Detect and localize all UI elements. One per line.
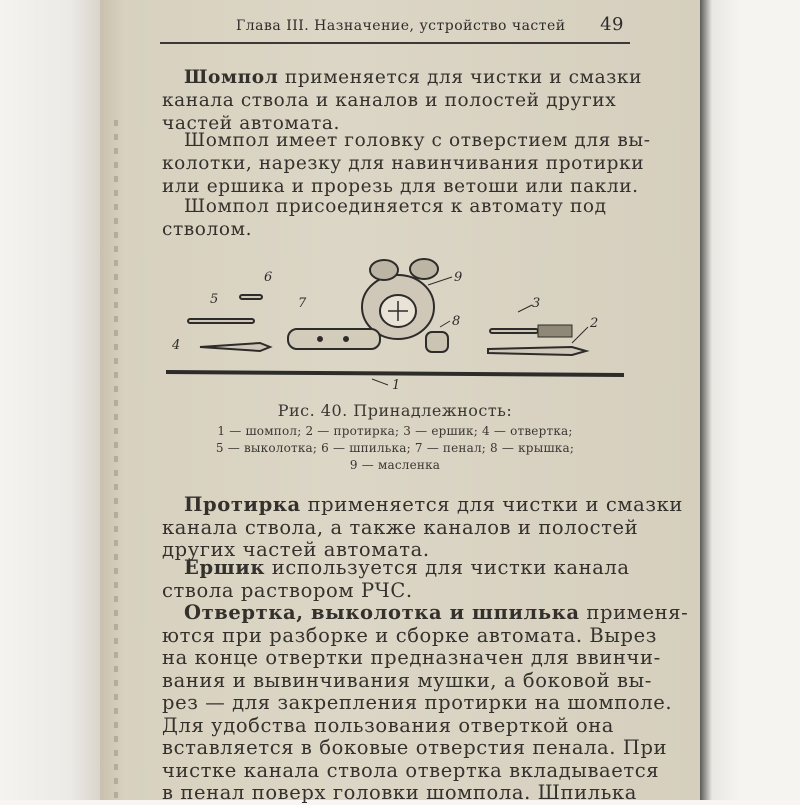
right-margin xyxy=(700,0,800,800)
callout-number: 2 xyxy=(590,316,599,331)
text-line: колотки, нарезку для навинчивания протирки xyxy=(162,153,645,174)
text-line: частей автомата. xyxy=(162,113,340,134)
running-title: Глава III. Назначение, устройство частей xyxy=(236,18,566,34)
paragraph-ershik xyxy=(162,557,632,602)
page-number: 49 xyxy=(600,14,624,35)
callout-number: 6 xyxy=(264,270,273,285)
text-line: канала ствола и каналов и полостей других xyxy=(162,90,617,111)
text-line: ствола раствором РЧС. xyxy=(162,578,413,602)
text-line: Отвертка, выколотка и шпилька применя- xyxy=(184,601,689,624)
text-line: в пенал поверх головки шомпола. Шпилька xyxy=(162,781,637,804)
callout-number: 8 xyxy=(452,314,461,329)
text-line: Шомпол применяется для чистки и смазки xyxy=(184,67,643,88)
figure-legend-line: 5 — выколотка; 6 — шпилька; 7 — пенал; 8 — крышка; xyxy=(215,441,575,455)
text-line: чистке канала ствола отвертка вкладывается xyxy=(162,758,660,782)
running-header xyxy=(160,12,630,44)
paragraph-shompol-attach xyxy=(162,195,632,241)
paragraph-shompol xyxy=(162,66,643,135)
text-line: вания и вывинчивания мушки, а боковой вы- xyxy=(162,668,652,692)
figure-legend-line: 1 — шомпол; 2 — протирка; 3 — ершик; 4 — отвертка; xyxy=(217,424,573,438)
text-line: Ершик используется для чистки канала xyxy=(184,556,630,579)
cleaning-rod-illustration xyxy=(166,372,624,375)
callout-number: 9 xyxy=(454,270,463,285)
figure-40-accessories xyxy=(160,255,630,395)
figure-caption-title: Рис. 40. Принадлежность: xyxy=(277,401,513,420)
text-line: Для удобства пользования отверткой она xyxy=(162,713,615,737)
text-line: или ершика и прорезь для ветоши или пакли. xyxy=(162,176,639,197)
text-line: Шомпол имеет головку с отверстием для вы- xyxy=(184,130,651,151)
text-line: канала ствола, а также каналов и полостей xyxy=(162,515,639,539)
binding-stitch xyxy=(114,120,118,800)
text-line: на конце отвертки предназначен для ввинчи- xyxy=(162,646,661,669)
text-line: стволом. xyxy=(162,219,253,240)
figure-legend-line: 9 — масленка xyxy=(349,458,441,472)
pencil-case-illustration xyxy=(288,329,448,352)
text-line: других частей автомата. xyxy=(162,538,430,561)
text-line: ются при разборке и сборке автомата. Вырез xyxy=(162,623,657,647)
paragraph-shompol-head xyxy=(162,129,651,198)
paragraph-otvertka xyxy=(162,601,689,805)
text-line: вставляется в боковые отверстия пенала. При xyxy=(162,736,668,759)
text-line: Протирка применяется для чистки и смазки xyxy=(184,493,684,516)
callout-number: 4 xyxy=(172,338,181,353)
callout-number: 7 xyxy=(298,296,307,311)
left-margin xyxy=(0,0,100,800)
figure-caption xyxy=(160,402,630,474)
oiler-illustration xyxy=(362,259,438,339)
callout-number: 3 xyxy=(532,296,541,311)
callout-number: 5 xyxy=(210,292,219,307)
paragraph-protirka xyxy=(162,493,684,562)
text-line: Шомпол присоединяется к автомату под xyxy=(184,196,607,217)
callout-number: 1 xyxy=(392,378,401,393)
text-line: рез — для закрепления протирки на шомполе. xyxy=(162,691,673,714)
